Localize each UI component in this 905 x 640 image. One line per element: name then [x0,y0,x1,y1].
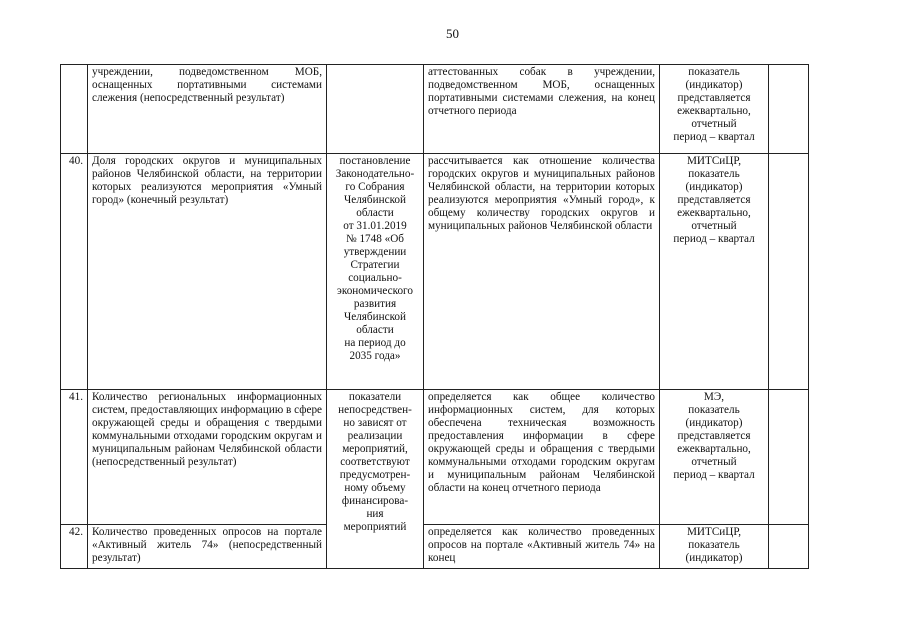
basis-document [327,65,424,154]
table-row [61,390,809,525]
empty-cell [769,154,809,390]
calculation-method: рассчитывается как отношение количества городских округов и муниципальных районов Челябинской области, на территории которых реализуются мероприятия «Умный город», к общему количеству городских округов и муниципальных районов Челябинской области [424,154,660,390]
indicators-table [60,64,809,569]
calculation-method: определяется как количество проведенных опросов на портале «Активный житель 74» на конец [424,525,660,569]
indicator-name: Количество проведенных опросов на портале «Активный житель 74» (непосредственный результат) [88,525,327,569]
basis-document: постановление Законодательно- го Собрания Челябинской области от 31.01.2019 № 1748 «Об утверждении Стратегии социально- экономического развития Челябинской области на период до 2035 года» [327,154,424,390]
responsible-executor: показатель (индикатор) представляется ежеквартально, отчетный период – квартал [660,65,769,154]
table-row [61,154,809,390]
page-number: 50 [446,26,459,41]
table-row [61,525,809,569]
row-number [61,65,88,154]
basis-document: показатели непосредствен- но зависят от реализации мероприятий, соответствуют предусмотрен- ному объему финансирова- ния мероприятий [327,390,424,569]
responsible-executor: МЭ, показатель (индикатор) представляется ежеквартально, отчетный период – квартал [660,390,769,525]
row-number: 41. [61,390,88,525]
empty-cell [769,390,809,525]
responsible-executor: МИТСиЦР, показатель (индикатор) [660,525,769,569]
indicator-name: Количество региональных информационных систем, предоставляющих информацию в сфере окружающей среды и обращения с твердыми коммунальными отходами городским округам и муниципальным районам Челябинской области (непосредственный результат) [88,390,327,525]
calculation-method: аттестованных собак в учреждении, подведомственном МОБ, оснащенных портативными системами слежения, на конец отчетного периода [424,65,660,154]
empty-cell [769,525,809,569]
responsible-executor: МИТСиЦР, показатель (индикатор) представляется ежеквартально, отчетный период – квартал [660,154,769,390]
row-number: 40. [61,154,88,390]
indicator-name: Доля городских округов и муниципальных районов Челябинской области, на территории которых реализуются мероприятия «Умный город» (конечный результат) [88,154,327,390]
indicator-name: учреждении, подведомственном МОБ, оснащенных портативными системами слежения (непосредственный результат) [88,65,327,154]
empty-cell [769,65,809,154]
table-row [61,65,809,154]
calculation-method: определяется как общее количество информационных систем, для которых обеспечена техническая возможность предоставления информации в сфере окружающей среды и обращения с твердыми коммунальными отходами городским округам и муниципальным районам Челябинской области на конец отчетного периода [424,390,660,525]
row-number: 42. [61,525,88,569]
